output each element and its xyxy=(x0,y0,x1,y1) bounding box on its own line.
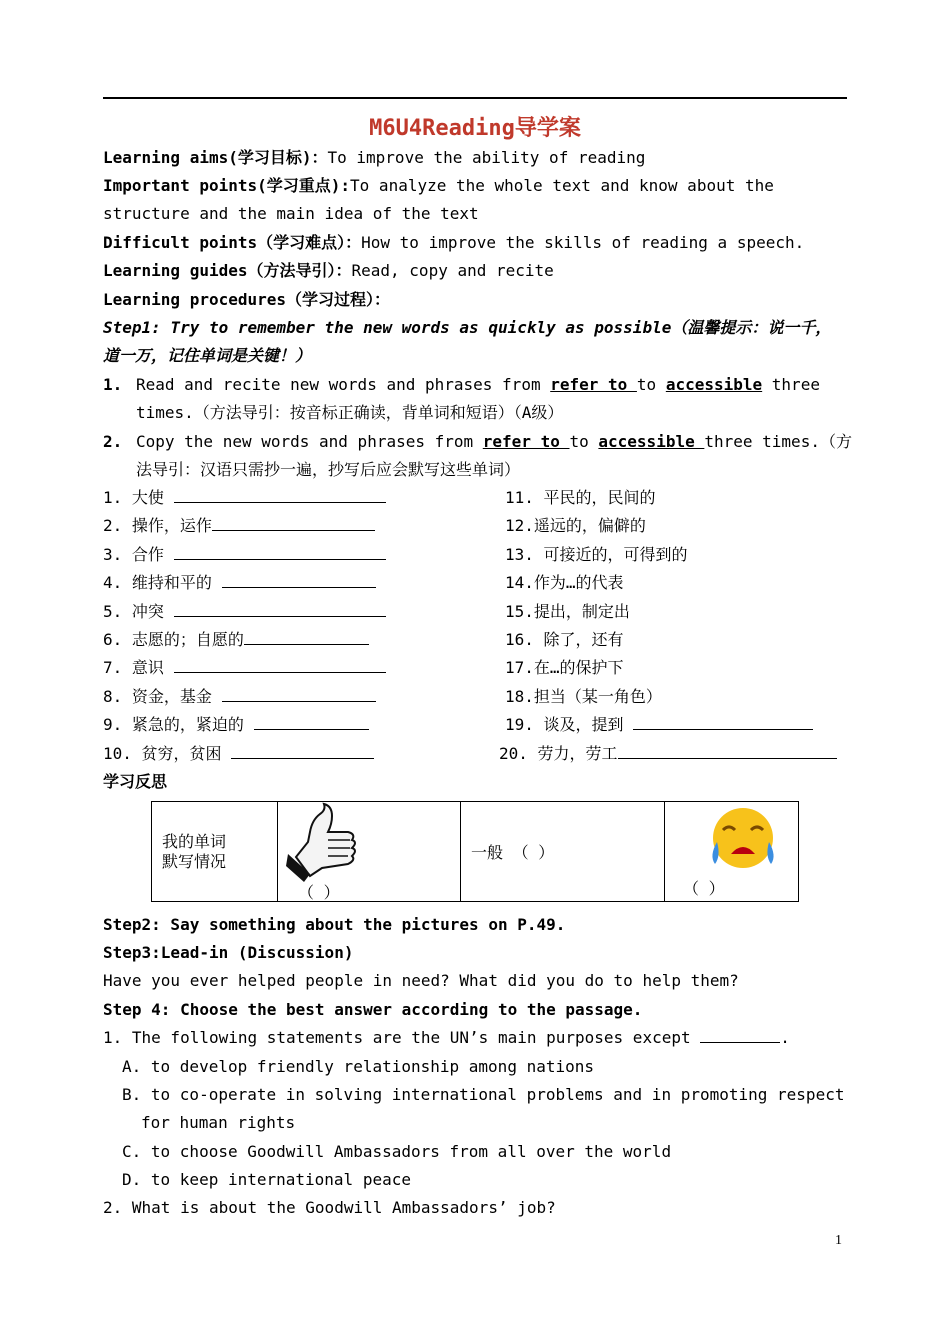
guides-text: Read, copy and recite xyxy=(351,261,554,280)
aims-label: Learning aims(学习目标)： xyxy=(103,148,328,167)
answer-blank[interactable] xyxy=(174,598,386,617)
task2-to: accessible xyxy=(598,432,705,451)
vocab-item: 12.遥远的，偏僻的 xyxy=(505,516,646,535)
task2-line1 xyxy=(136,428,852,456)
answer-blank[interactable] xyxy=(174,654,386,673)
reflection-label-cell xyxy=(152,802,278,902)
q1-option-b[interactable]: B. to co-operate in solving international problems and in promoting respect xyxy=(122,1085,845,1104)
vocab-item: 14.作为…的代表 xyxy=(505,573,624,592)
aims-text: To improve the ability of reading xyxy=(327,148,646,167)
vocab-item: 11. 平民的，民间的 xyxy=(505,488,656,507)
learning-procedures: Learning procedures（学习过程）： xyxy=(103,290,391,309)
q1-stem: 1. The following statements are the UN’s main purposes except xyxy=(103,1028,691,1047)
learning-aims xyxy=(103,144,849,172)
reflection-table xyxy=(151,801,799,902)
task2-pre: Copy the new words and phrases from xyxy=(136,432,483,451)
reflection-label-line1: 我的单词 xyxy=(162,831,227,851)
reflection-label-line2: 默写情况 xyxy=(162,851,227,871)
answer-blank[interactable] xyxy=(700,1024,780,1043)
task1-from: refer to xyxy=(550,375,637,394)
crying-face-icon xyxy=(695,804,791,880)
thumbs-up-icon xyxy=(286,802,366,884)
answer-blank[interactable] xyxy=(174,484,386,503)
q1-option-d[interactable]: D. to keep international peace xyxy=(122,1170,411,1189)
task1-post: three xyxy=(762,375,820,394)
step3-question: Have you ever helped people in need? What did you do to help them? xyxy=(103,971,739,990)
average-choice: 一般 （ ） xyxy=(471,843,555,862)
page-title: M6U4Reading导学案 xyxy=(369,116,581,141)
step3: Step3:Lead-in (Discussion) xyxy=(103,943,354,962)
difficult-label: Difficult points（学习难点）： xyxy=(103,233,362,252)
task1-line1 xyxy=(136,371,848,399)
vocab-item: 7. 意识 xyxy=(103,654,386,682)
vocab-item: 2. 操作，运作 xyxy=(103,512,375,540)
q1-option-b-cont: for human rights xyxy=(141,1113,296,1132)
q1-option-a[interactable]: A. to develop friendly relationship among nations xyxy=(122,1057,595,1076)
vocab-item: 19. 谈及，提到 xyxy=(505,711,813,739)
learning-guides xyxy=(103,257,849,285)
top-rule xyxy=(103,97,847,99)
vocab-item: 9. 紧急的，紧迫的 xyxy=(103,711,369,739)
step1-line1: Step1: Try to remember the new words as quickly as possible（温馨提示：说一千， xyxy=(103,318,832,337)
bad-choice: （ ） xyxy=(683,879,725,898)
vocab-item: 8. 资金，基金 xyxy=(103,683,376,711)
task2-line2: 法导引：汉语只需抄一遍，抄写后应会默写这些单词） xyxy=(136,460,521,479)
q1-option-c[interactable]: C. to choose Goodwill Ambassadors from all over the world xyxy=(122,1142,672,1161)
answer-blank[interactable] xyxy=(222,569,376,588)
question-2: 2. What is about the Goodwill Ambassadors’ job? xyxy=(103,1198,556,1217)
vocab-item: 20. 劳力，劳工 xyxy=(499,740,837,768)
task2-mid: to xyxy=(569,432,599,451)
vocab-item: 13. 可接近的，可得到的 xyxy=(505,545,688,564)
task1-number: 1. xyxy=(103,375,123,394)
answer-blank[interactable] xyxy=(174,541,386,560)
bad-cell[interactable] xyxy=(665,802,799,902)
vocab-item: 10. 贫穷，贫困 xyxy=(103,740,374,768)
vocab-item: 15.提出，制定出 xyxy=(505,602,630,621)
difficult-points xyxy=(103,229,849,257)
vocab-item: 3. 合作 xyxy=(103,541,386,569)
vocab-item: 16. 除了，还有 xyxy=(505,630,624,649)
answer-blank[interactable] xyxy=(212,512,375,531)
answer-blank[interactable] xyxy=(231,740,374,759)
reflection-heading: 学习反思 xyxy=(103,772,168,791)
answer-blank[interactable] xyxy=(633,711,813,730)
important-text: To analyze the whole text and know about the xyxy=(350,176,774,195)
answer-blank[interactable] xyxy=(618,740,837,759)
answer-blank[interactable] xyxy=(222,683,376,702)
page-number: 1 xyxy=(835,1233,842,1248)
task2-from: refer to xyxy=(482,432,570,451)
important-points-cont: structure and the main idea of the text xyxy=(103,204,479,223)
task2-post: three times.（方 xyxy=(704,432,852,451)
task1-line2: times.（方法导引：按音标正确读，背单词和短语）（A级） xyxy=(136,403,564,422)
difficult-text: How to improve the skills of reading a speech. xyxy=(361,233,805,252)
step4: Step 4: Choose the best answer according to the passage. xyxy=(103,1000,643,1019)
answer-blank[interactable] xyxy=(244,626,369,645)
vocab-item: 4. 维持和平的 xyxy=(103,569,376,597)
important-label: Important points(学习重点): xyxy=(103,176,351,195)
vocab-item: 6. 志愿的；自愿的 xyxy=(103,626,369,654)
step2: Step2: Say something about the pictures on P.49. xyxy=(103,915,566,934)
answer-blank[interactable] xyxy=(254,711,369,730)
good-cell[interactable] xyxy=(278,802,461,902)
step1-line2: 道一万，记住单词是关键！） xyxy=(103,346,312,365)
guides-label: Learning guides（方法导引）： xyxy=(103,261,352,280)
task2-number: 2. xyxy=(103,432,123,451)
question-1: 1. The following statements are the UN’s main purposes except . xyxy=(103,1024,849,1052)
vocab-item: 1. 大使 xyxy=(103,484,386,512)
vocab-item: 5. 冲突 xyxy=(103,598,386,626)
good-choice: （ ） xyxy=(298,883,340,902)
important-points xyxy=(103,172,849,200)
task1-mid: to xyxy=(636,375,666,394)
vocab-item: 18.担当（某一角色） xyxy=(505,687,662,706)
average-cell[interactable] xyxy=(461,802,665,902)
vocab-item: 17.在…的保护下 xyxy=(505,658,624,677)
task1-pre: Read and recite new words and phrases from xyxy=(136,375,551,394)
task1-to: accessible xyxy=(665,375,763,394)
